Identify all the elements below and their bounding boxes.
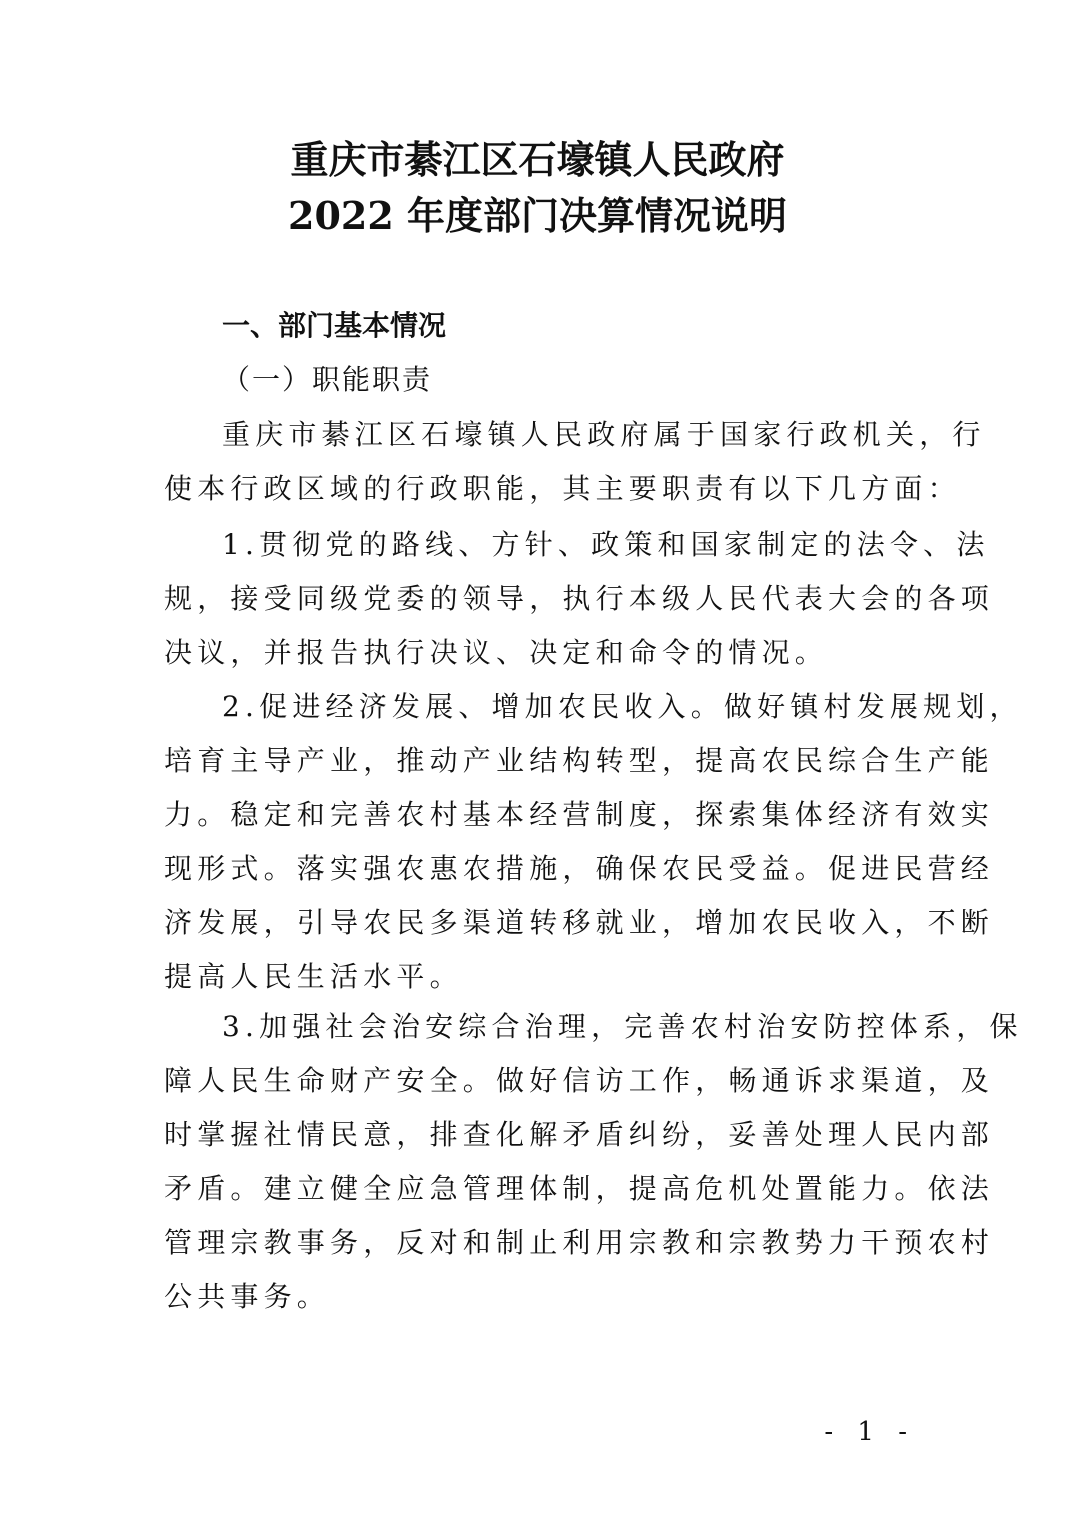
paragraph-line: 使本行政区域的行政职能，其主要职责有以下几方面： (164, 472, 961, 505)
paragraph-line: 障人民生命财产安全。做好信访工作，畅通诉求渠道，及 (164, 1064, 995, 1097)
paragraph-line: 现形式。落实强农惠农措施，确保农民受益。促进民营经 (164, 852, 995, 885)
paragraph-line: 时掌握社情民意，排查化解矛盾纠纷，妥善处理人民内部 (164, 1118, 995, 1151)
paragraph-line: 重庆市綦江区石壕镇人民政府属于国家行政机关，行 (222, 418, 986, 451)
sub-heading: （一）职能职责 (222, 363, 433, 396)
paragraph-line: 提高人民生活水平。 (164, 960, 463, 993)
paragraph-line: 决议，并报告执行决议、决定和命令的情况。 (164, 636, 829, 669)
paragraph-line: 矛盾。建立健全应急管理体制，提高危机处置能力。依法 (164, 1172, 995, 1205)
paragraph-line: 2.促进经济发展、增加农民收入。做好镇村发展规划， (222, 690, 1023, 723)
paragraph-line: 管理宗教事务，反对和制止利用宗教和宗教势力干预农村 (164, 1226, 995, 1259)
paragraph-duty-3 (164, 1000, 1023, 1324)
document-title-line-1: 重庆市綦江区石壕镇人民政府 (290, 137, 785, 182)
paragraph-line: 3.加强社会治安综合治理，完善农村治安防控体系，保 (222, 1010, 1023, 1043)
paragraph-line: 1.贯彻党的路线、方针、政策和国家制定的法令、法 (222, 528, 990, 561)
paragraph-intro (164, 408, 986, 516)
paragraph-duty-1 (164, 518, 995, 680)
document-title-line-2: 2022 年度部门决算情况说明 (288, 193, 787, 238)
section-heading: 一、部门基本情况 (222, 309, 447, 342)
paragraph-line: 力。稳定和完善农村基本经营制度，探索集体经济有效实 (164, 798, 995, 831)
page-number: - 1 - (824, 1417, 915, 1447)
paragraph-line: 公共事务。 (164, 1280, 331, 1313)
paragraph-line: 培育主导产业，推动产业结构转型，提高农民综合生产能 (164, 744, 995, 777)
paragraph-duty-2 (164, 680, 1023, 1004)
paragraph-line: 济发展，引导农民多渠道转移就业，增加农民收入，不断 (164, 906, 995, 939)
paragraph-line: 规，接受同级党委的领导，执行本级人民代表大会的各项 (164, 582, 995, 615)
